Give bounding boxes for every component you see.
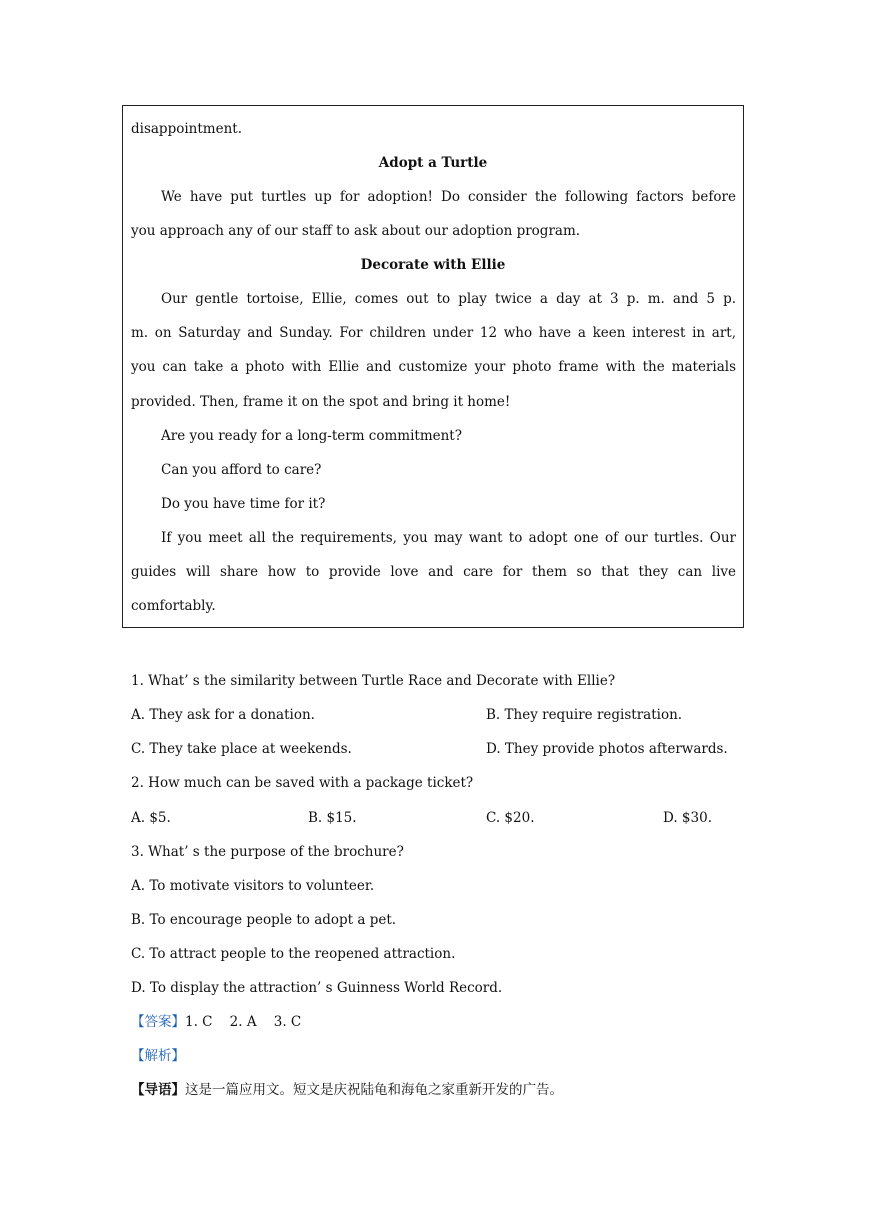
question-2-stem: 2. How much can be saved with a package ticket? [131, 775, 474, 791]
question-2-option-a: A. $5. [131, 810, 171, 826]
closing-line-2: guides will share how to provide love and care for them so that they can live [131, 564, 736, 580]
requirement-item: Can you afford to care? [161, 462, 322, 478]
question-1-option-c: C. They take place at weekends. [131, 741, 352, 757]
decorate-title: Decorate with Ellie [360, 257, 506, 273]
question-1-option-d: D. They provide photos afterwards. [486, 741, 728, 757]
closing-line-3: comfortably. [131, 598, 216, 614]
question-3-stem: 3. What’ s the purpose of the brochure? [131, 844, 404, 860]
question-3-option-b: B. To encourage people to adopt a pet. [131, 912, 397, 928]
requirement-item: Do you have time for it? [161, 496, 326, 512]
question-1-option-b: B. They require registration. [486, 707, 683, 723]
decorate-line-2: m. on Saturday and Sunday. For children under 12 who have a keen interest in art, [131, 325, 736, 341]
question-3-option-a: A. To motivate visitors to volunteer. [131, 878, 375, 894]
answer-text: 1. C 2. A 3. C [185, 1014, 302, 1030]
closing-line-1: If you meet all the requirements, you may want to adopt one of our turtles. Our [161, 530, 736, 546]
question-2-option-c: C. $20. [486, 810, 535, 826]
requirement-item: Are you ready for a long-term commitment? [161, 428, 462, 444]
analysis-tag: 【解析】 [131, 1048, 185, 1064]
question-2-option-d: D. $30. [663, 810, 712, 826]
question-2-option-b: B. $15. [308, 810, 357, 826]
passage-lead: disappointment. [131, 121, 242, 137]
decorate-line-3: you can take a photo with Ellie and customize your photo frame with the materials [131, 359, 736, 375]
question-1-option-a: A. They ask for a donation. [131, 707, 315, 723]
question-3-option-d: D. To display the attraction’ s Guinness World Record. [131, 980, 503, 996]
adopt-line-1: We have put turtles up for adoption! Do consider the following factors before [161, 189, 736, 205]
guide-line [131, 1081, 563, 1099]
adopt-title: Adopt a Turtle [378, 155, 488, 171]
answer-tag: 【答案】 [131, 1014, 185, 1030]
answer-line [131, 1013, 301, 1031]
guide-text: 这是一篇应用文。短文是庆祝陆龟和海龟之家重新开发的广告。 [185, 1082, 563, 1098]
question-1-stem: 1. What’ s the similarity between Turtle Race and Decorate with Ellie? [131, 673, 616, 689]
question-3-option-c: C. To attract people to the reopened attraction. [131, 946, 456, 962]
guide-tag: 【导语】 [131, 1082, 185, 1098]
decorate-line-1: Our gentle tortoise, Ellie, comes out to play twice a day at 3 p. m. and 5 p. [161, 291, 736, 307]
decorate-line-4: provided. Then, frame it on the spot and bring it home! [131, 394, 511, 410]
adopt-line-2: you approach any of our staff to ask about our adoption program. [131, 223, 581, 239]
